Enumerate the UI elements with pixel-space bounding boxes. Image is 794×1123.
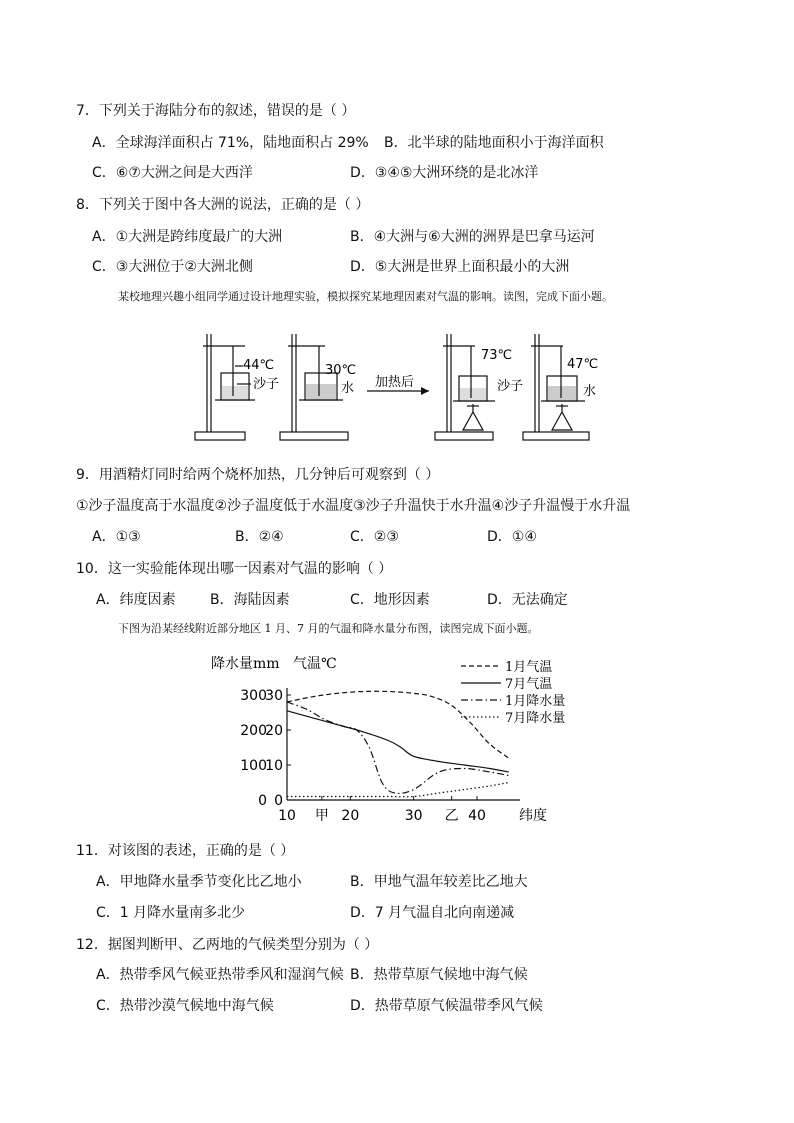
y-left-tick: 200 <box>240 723 267 739</box>
chart-ylabel-right: 气温℃ <box>293 656 337 672</box>
q12-option-b: B．热带草原气候地中海气候 <box>350 967 528 983</box>
q11-option-b: B．甲地气温年较差比乙地大 <box>350 874 528 890</box>
stand-water-before <box>280 334 348 440</box>
y-right-tick: 20 <box>265 723 283 739</box>
q12-option-a: A．热带季风气候亚热带季风和湿润气候 <box>96 967 344 983</box>
x-tick: 30 <box>404 808 423 824</box>
y-right-tick: 10 <box>265 758 283 774</box>
chart-intro: 下图为沿某经线附近部分地区 1 月、7 月的气温和降水量分布图，读图完成下面小题。 <box>118 622 539 635</box>
q10-stem: 10．这一实验能体现出哪一因素对气温的影响（ ） <box>76 561 393 577</box>
after-water-label: 水 <box>583 384 597 399</box>
y-left-tick: 0 <box>258 793 267 809</box>
x-tick: 甲 <box>314 808 329 824</box>
before-water-label: 水 <box>341 381 355 396</box>
stand-water-after <box>523 334 589 440</box>
q7-option-a: A．全球海洋面积占 71%，陆地面积占 29% <box>92 135 369 151</box>
q9-option-d: D．①④ <box>487 529 537 545</box>
after-sand-temp: 73℃ <box>481 348 513 363</box>
x-tick: 20 <box>341 808 360 824</box>
after-water-temp: 47℃ <box>567 357 599 372</box>
q11-option-d: D．7 月气温自北向南递减 <box>350 905 515 921</box>
experiment-figure <box>185 328 605 450</box>
q8-stem: 8．下列关于图中各大洲的说法，正确的是（ ） <box>76 197 370 213</box>
q9-option-b: B．②④ <box>235 529 284 545</box>
q9-statements: ①沙子温度高于水温度②沙子温度低于水温度③沙子升温快于水升温④沙子升温慢于水升温 <box>76 498 631 514</box>
q10-option-d: D．无法确定 <box>487 592 568 608</box>
q7-option-c: C．⑥⑦大洲之间是大西洋 <box>92 165 253 181</box>
q10-option-b: B．海陆因素 <box>210 592 290 608</box>
y-left-tick: 300 <box>240 688 267 704</box>
after-sand-label: 沙子 <box>497 379 524 394</box>
q8-option-c: C．③大洲位于②大洲北侧 <box>92 259 253 275</box>
legend-label: 7月降水量 <box>505 711 566 726</box>
stand-sand-before <box>195 334 255 440</box>
q9-option-a: A．①③ <box>92 529 141 545</box>
q8-option-d: D．⑤大洲是世界上面积最小的大洲 <box>350 259 570 275</box>
y-right-tick: 0 <box>274 793 283 809</box>
x-tick: 乙 <box>444 808 459 824</box>
q9-stem: 9．用酒精灯同时给两个烧杯加热，几分钟后可观察到（ ） <box>76 467 440 483</box>
series-line-1月降水量 <box>287 702 509 793</box>
chart-xlabel: 纬度 <box>519 808 547 824</box>
before-sand-temp: 44℃ <box>243 358 275 373</box>
q8-option-a: A．①大洲是跨纬度最广的大洲 <box>92 229 283 245</box>
q11-option-a: A．甲地降水量季节变化比乙地小 <box>96 874 302 890</box>
q12-stem: 12．据图判断甲、乙两地的气候类型分别为（ ） <box>76 937 379 953</box>
y-left-tick: 100 <box>240 758 267 774</box>
legend-label: 7月气温 <box>505 677 553 692</box>
chart-ylabel-left: 降水量mm <box>211 656 280 672</box>
series-line-1月气温 <box>287 691 509 758</box>
x-tick: 40 <box>468 808 486 824</box>
experiment-intro: 某校地理兴趣小组同学通过设计地理实验，模拟探究某地理因素对气温的影响。读图，完成下面小题。 <box>118 290 613 303</box>
q7-stem: 7．下列关于海陆分布的叙述，错误的是（ ） <box>76 103 356 119</box>
legend-label: 1月气温 <box>505 660 553 675</box>
q10-option-c: C．地形因素 <box>350 592 430 608</box>
q10-option-a: A．纬度因素 <box>96 592 176 608</box>
q12-option-c: C．热带沙漠气候地中海气候 <box>96 998 274 1014</box>
q7-option-b: B．北半球的陆地面积小于海洋面积 <box>384 135 604 151</box>
series-line-7月气温 <box>287 711 509 772</box>
arrow-label: 加热后 <box>375 375 415 390</box>
q7-option-d: D．③④⑤大洲环绕的是北冰洋 <box>350 165 539 181</box>
legend-label: 1月降水量 <box>505 694 566 709</box>
q9-option-c: C．②③ <box>350 529 399 545</box>
x-tick: 10 <box>278 808 296 824</box>
before-water-temp: 30℃ <box>325 363 357 378</box>
q11-option-c: C．1 月降水量南多北少 <box>96 905 246 921</box>
series-line-7月降水量 <box>287 783 509 797</box>
climate-chart <box>205 648 595 828</box>
before-sand-label: 沙子 <box>253 377 280 392</box>
q8-option-b: B．④大洲与⑥大洲的洲界是巴拿马运河 <box>350 229 595 245</box>
q12-option-d: D．热带草原气候温带季风气候 <box>350 998 543 1014</box>
y-right-tick: 30 <box>265 688 283 704</box>
q11-stem: 11．对该图的表述，正确的是（ ） <box>76 843 295 859</box>
